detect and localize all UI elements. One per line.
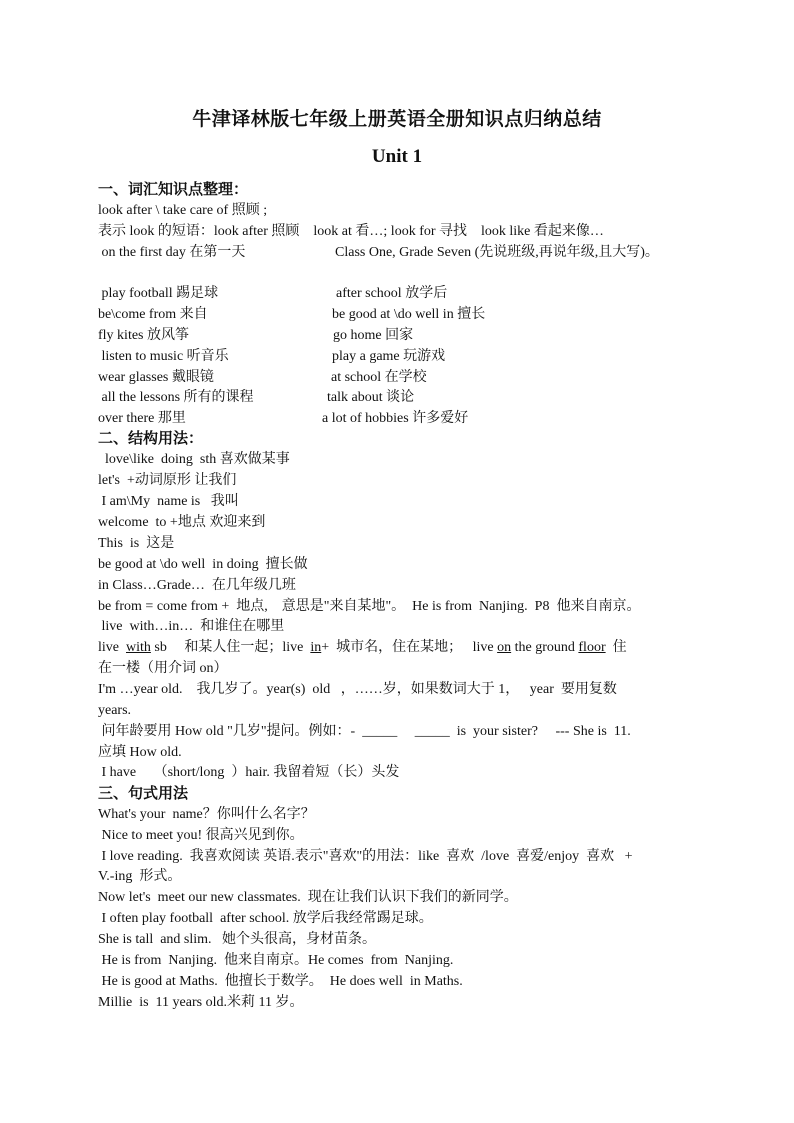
structure-line: 问年龄要用 How old "几岁"提问。例如：- _____ _____ is your sister? --- She is 11. xyxy=(98,724,631,739)
sentence-line: He is from Nanjing. 他来自南京。He comes from Nanjing. xyxy=(98,953,454,968)
structure-line: I am\My name is 我叫 xyxy=(98,494,239,509)
sentence-line: V.-ing 形式。 xyxy=(98,869,182,884)
structure-line: 在一楼（用介词 on） xyxy=(98,661,228,676)
phrase-left: fly kites 放风筝 xyxy=(98,328,189,343)
underlined-word: with xyxy=(126,640,151,655)
structure-line: I have （short/long ）hair. 我留着短（长）头发 xyxy=(98,765,400,780)
sentence-line: I often play football after school. 放学后我经常踢足球。 xyxy=(98,911,433,926)
sentence-line: I love reading. 我喜欢阅读 英语.表示"喜欢"的用法：like 喜欢 /love 喜爱/enjoy 喜欢 + xyxy=(98,849,633,864)
structure-line: years. xyxy=(98,703,132,718)
sentence-line: Now let's meet our new classmates. 现在让我们认识下我们的新同学。 xyxy=(98,890,518,905)
sentence-line: What's your name？你叫什么名字？ xyxy=(98,807,315,822)
text-fragment: + 城市名，住在某地； live xyxy=(321,640,498,655)
phrase-left: play football 踢足球 xyxy=(98,286,219,301)
vocab-line-3b: Class One, Grade Seven (先说班级,再说年级,且大写)。 xyxy=(335,245,659,260)
underlined-word: on xyxy=(497,640,512,655)
structure-line: live with…in… 和谁住在哪里 xyxy=(98,619,285,634)
structure-line: be from = come from + 地点, 意思是"来自某地"。 He is from Nanjing. P8 他来自南京。 xyxy=(98,599,641,614)
phrase-right: talk about 谈论 xyxy=(327,390,415,405)
section-1-heading: 一、词汇知识点整理： xyxy=(98,182,249,198)
phrase-left: over there 那里 xyxy=(98,411,186,426)
text-fragment: 住 xyxy=(605,640,627,655)
structure-line: love\like doing sth 喜欢做某事 xyxy=(98,452,290,467)
phrase-right: after school 放学后 xyxy=(336,286,448,301)
structure-line: let's +动词原形 让我们 xyxy=(98,473,237,488)
section-3-heading: 三、句式用法 xyxy=(98,786,189,802)
phrase-right: at school 在学校 xyxy=(331,370,427,385)
structure-line: This is 这是 xyxy=(98,536,175,551)
phrase-right: play a game 玩游戏 xyxy=(332,349,446,364)
phrase-right: be good at \do well in 擅长 xyxy=(332,307,486,322)
vocab-line-2: 表示 look 的短语：look after 照顾 look at 看…; look for 寻找 look like 看起来像… xyxy=(98,224,604,239)
text-fragment: live xyxy=(98,640,126,655)
sentence-line: He is good at Maths. 他擅长于数学。 He does well in Maths. xyxy=(98,974,463,989)
live-preposition-line xyxy=(98,638,627,658)
structure-line: I'm …year old. 我几岁了。year(s) old ，……岁，如果数词大于 1， year 要用复数 xyxy=(98,682,617,697)
text-fragment: the ground xyxy=(511,640,579,655)
sentence-line: She is tall and slim. 她个头很高，身材苗条。 xyxy=(98,932,377,947)
vocab-line-3a: on the first day 在第一天 xyxy=(98,245,246,260)
phrase-left: listen to music 听音乐 xyxy=(98,349,229,364)
unit-heading: Unit 1 xyxy=(371,146,423,167)
vocab-line-1: look after \ take care of 照顾 ; xyxy=(98,203,268,218)
structure-line: 应填 How old. xyxy=(98,745,182,760)
structure-line: be good at \do well in doing 擅长做 xyxy=(98,557,308,572)
section-2-heading: 二、结构用法： xyxy=(98,431,204,447)
phrase-left: wear glasses 戴眼镜 xyxy=(98,370,214,385)
phrase-right: go home 回家 xyxy=(333,328,414,343)
phrase-left: be\come from 来自 xyxy=(98,307,208,322)
sentence-line: Nice to meet you! 很高兴见到你。 xyxy=(98,828,304,843)
sentence-line: Millie is 11 years old.米莉 11 岁。 xyxy=(98,995,304,1010)
underlined-word: floor xyxy=(578,640,606,655)
phrase-left: all the lessons 所有的课程 xyxy=(98,390,254,405)
text-fragment: sb 和某人住一起；live xyxy=(150,640,311,655)
document-title: 牛津译林版七年级上册英语全册知识点归纳总结 xyxy=(192,109,602,130)
phrase-right: a lot of hobbies 许多爱好 xyxy=(322,411,469,426)
underlined-word: in xyxy=(310,640,322,655)
structure-line: in Class…Grade… 在几年级几班 xyxy=(98,578,296,593)
structure-line: welcome to +地点 欢迎来到 xyxy=(98,515,266,530)
